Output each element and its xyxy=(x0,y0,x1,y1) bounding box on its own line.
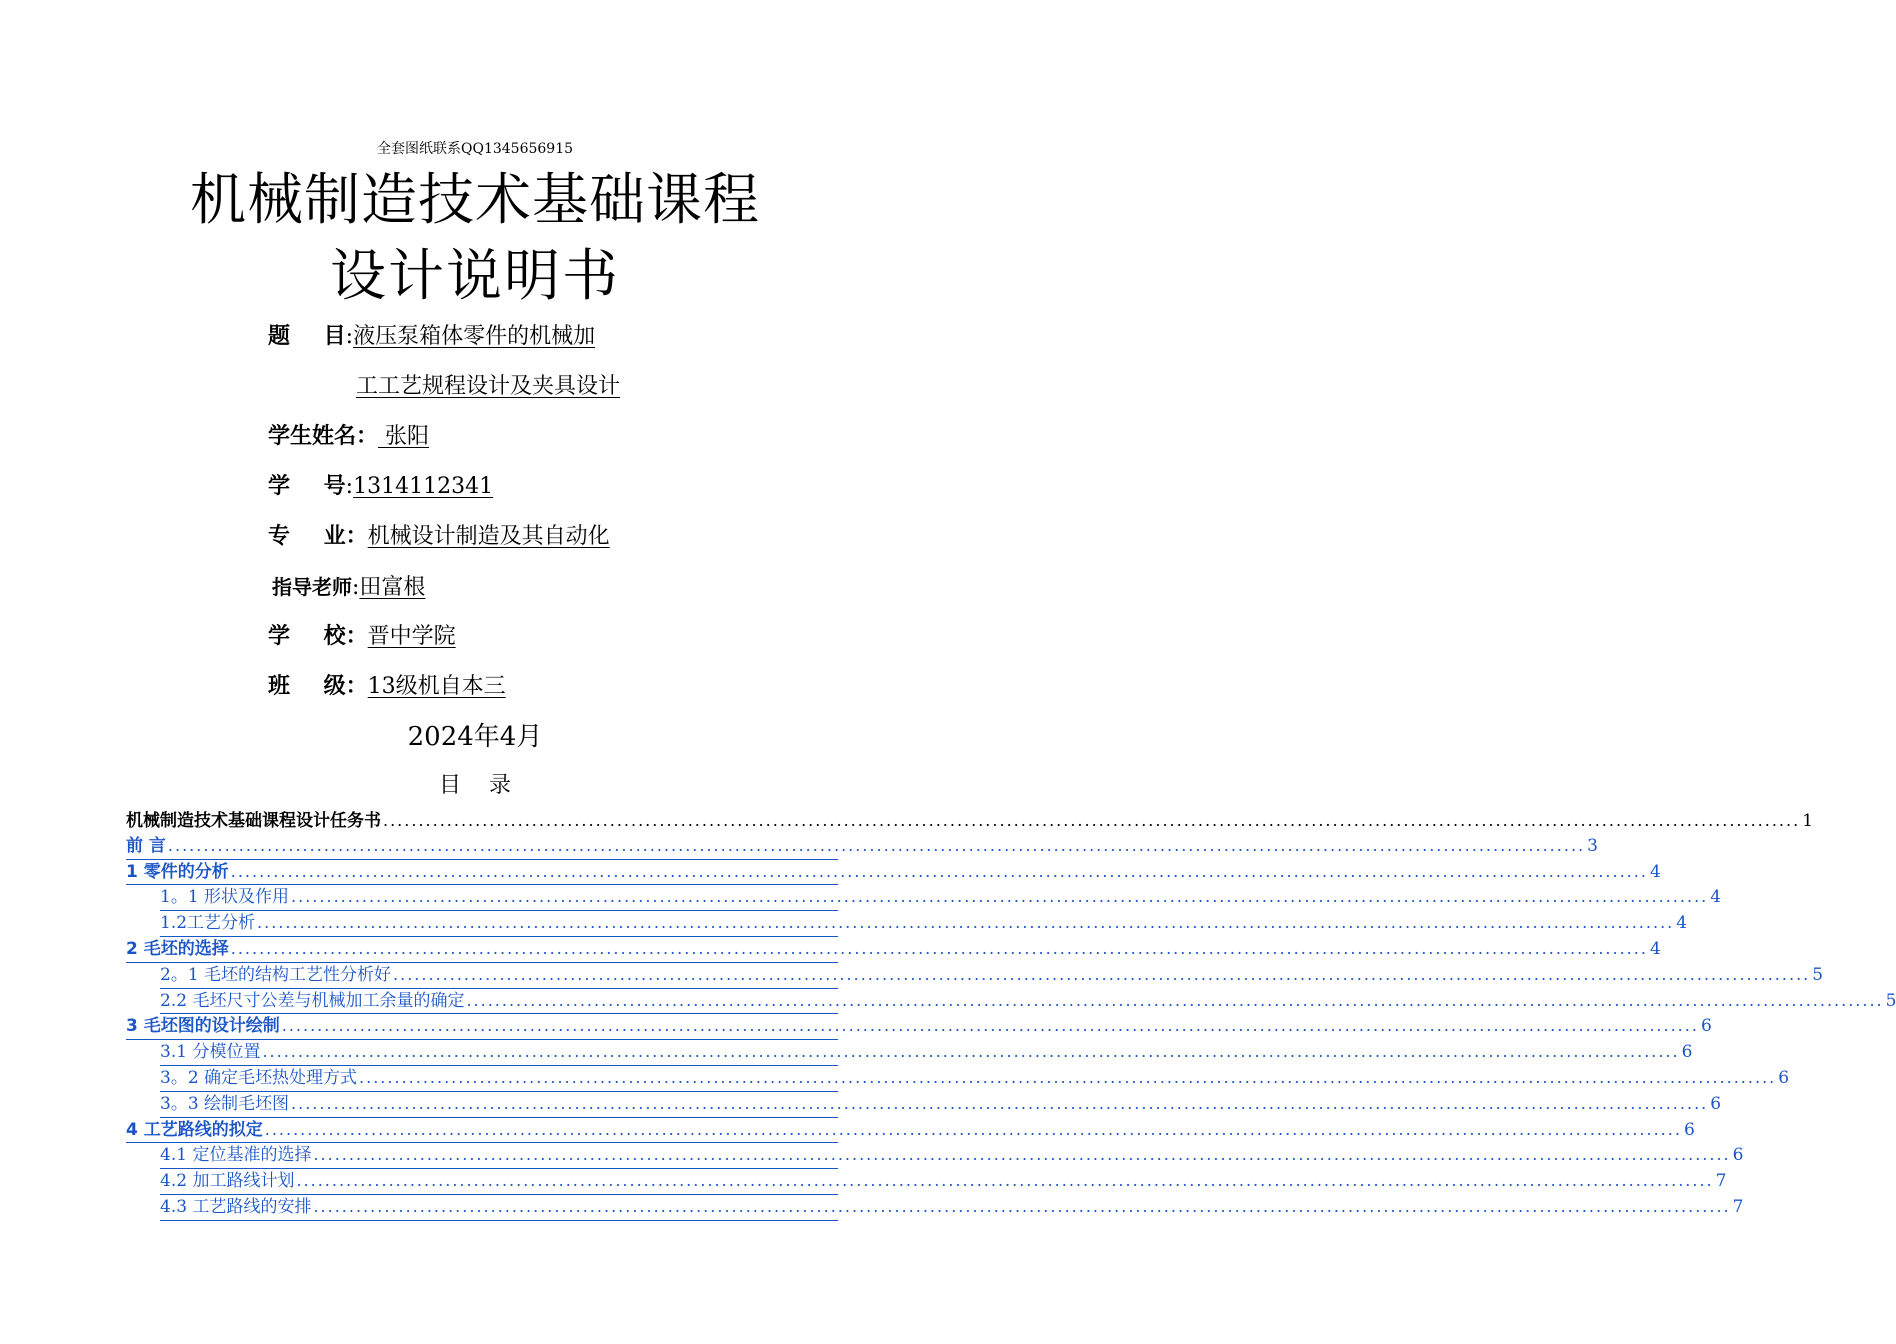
document-title-line-1: 机械制造技术基础课程 xyxy=(190,168,760,233)
toc-entry-title: 4 工艺路线的拟定 xyxy=(126,1119,263,1140)
toc-entry-page: 7 xyxy=(1715,1171,1727,1192)
advisor-colon: : xyxy=(352,575,360,600)
major-label: 专 业： xyxy=(268,524,368,549)
info-school xyxy=(268,622,456,652)
class-label: 班 级： xyxy=(268,674,368,699)
toc-entry[interactable] xyxy=(160,1066,1790,1092)
contact-line: 全套图纸联系QQ1345656915 xyxy=(376,141,574,157)
toc-leader-dots: ........................................................................................................................................................................................................ xyxy=(383,811,1801,830)
class-value: 13级机自本三 xyxy=(367,674,506,699)
info-topic xyxy=(268,322,595,352)
toc-entry-page: 6 xyxy=(1700,1016,1712,1037)
toc-entry-page: 4 xyxy=(1649,938,1661,959)
info-student-name xyxy=(268,422,429,452)
toc-entry-page: 6 xyxy=(1778,1067,1790,1088)
toc-entry-title: 4.3 工艺路线的安排 xyxy=(160,1196,312,1217)
toc-entry xyxy=(126,809,1814,834)
major-value: 机械设计制造及其自动化 xyxy=(367,524,610,549)
topic-value-line-2: 工工艺规程设计及夹具设计 xyxy=(356,374,621,399)
toc-entry-title: 2.2 毛坯尺寸公差与机械加工余量的确定 xyxy=(160,990,465,1011)
toc-entry-page: 5 xyxy=(1812,964,1824,985)
toc-leader-dots: ........................................................................................................................................................................................................ xyxy=(281,1016,1699,1036)
toc-entry[interactable] xyxy=(160,1143,1744,1169)
toc-entry-page: 4 xyxy=(1676,913,1688,934)
toc-leader-dots: ........................................................................................................................................................................................................ xyxy=(466,990,1884,1010)
toc-leader-dots: ........................................................................................................................................................................................................ xyxy=(296,1171,1714,1191)
document-date: 2024年4月 xyxy=(407,722,543,752)
toc-entry-page: 5 xyxy=(1885,990,1896,1011)
id-colon: : xyxy=(345,474,354,499)
toc-heading-char-2: 录 xyxy=(489,773,512,798)
topic-label: 题 目 xyxy=(268,324,346,349)
toc-entry-title: 4.1 定位基准的选择 xyxy=(160,1145,312,1166)
document-title-line-2: 设计说明书 xyxy=(330,244,620,309)
toc-entry-title: 3。2 确定毛坯热处理方式 xyxy=(160,1067,358,1088)
toc-entry-title: 机械制造技术基础课程设计任务书 xyxy=(126,811,381,831)
toc-entry[interactable] xyxy=(160,1040,1693,1066)
toc-heading xyxy=(0,768,950,799)
topic-value-line-1: 液压泵箱体零件的机械加 xyxy=(353,324,596,349)
toc-heading-char-1: 目 xyxy=(438,773,461,798)
toc-entry-title: 1.2工艺分析 xyxy=(160,913,256,934)
toc-entry-title: 3 毛坯图的设计绘制 xyxy=(126,1016,280,1037)
toc-leader-dots: ........................................................................................................................................................................................................ xyxy=(313,1196,1731,1216)
toc-entry-page: 6 xyxy=(1710,1093,1722,1114)
toc-entry[interactable] xyxy=(160,885,1722,911)
toc-leader-dots: ........................................................................................................................................................................................................ xyxy=(230,861,1648,881)
toc-entry-page: 6 xyxy=(1681,1042,1693,1063)
toc-leader-dots: ........................................................................................................................................................................................................ xyxy=(291,887,1709,907)
toc-entry[interactable] xyxy=(126,1014,1712,1040)
topic-colon: : xyxy=(345,324,354,349)
toc-entry-title: 3。3 绘制毛坯图 xyxy=(160,1093,290,1114)
toc-entry[interactable] xyxy=(160,911,1688,937)
toc-entry-title: 2 毛坯的选择 xyxy=(126,938,229,959)
toc-entry-title: 1 零件的分析 xyxy=(126,861,229,882)
toc-entry-page: 6 xyxy=(1683,1119,1695,1140)
toc-leader-dots: ........................................................................................................................................................................................................ xyxy=(264,1119,1682,1139)
name-value: 张阳 xyxy=(378,424,430,449)
advisor-value: 田富根 xyxy=(359,575,426,600)
school-label: 学 校： xyxy=(268,624,368,649)
toc-entry-page: 7 xyxy=(1732,1196,1744,1217)
toc-entry[interactable] xyxy=(160,1195,1744,1221)
id-label: 学 号 xyxy=(268,474,346,499)
advisor-label: 指导老师 xyxy=(272,575,352,599)
toc-leader-dots: ........................................................................................................................................................................................................ xyxy=(230,938,1648,958)
toc-entry[interactable] xyxy=(160,963,1824,989)
toc-entry[interactable] xyxy=(160,1169,1727,1195)
toc-leader-dots: ........................................................................................................................................................................................................ xyxy=(257,913,1675,933)
toc-entry[interactable] xyxy=(126,860,1661,886)
toc-entry-page: 1 xyxy=(1802,811,1814,831)
table-of-contents xyxy=(126,809,1896,1221)
toc-entry-title: 2。1 毛坯的结构工艺性分析好 xyxy=(160,964,392,985)
toc-entry[interactable] xyxy=(160,1092,1722,1118)
info-student-id xyxy=(268,472,493,502)
name-label: 学生姓名： xyxy=(268,424,379,449)
toc-entry-title: 3.1 分模位置 xyxy=(160,1042,261,1063)
toc-leader-dots: ........................................................................................................................................................................................................ xyxy=(291,1093,1709,1113)
school-value: 晋中学院 xyxy=(367,624,456,649)
toc-entry[interactable] xyxy=(126,937,1661,963)
toc-leader-dots: ........................................................................................................................................................................................................ xyxy=(313,1145,1731,1165)
toc-entry-page: 4 xyxy=(1649,861,1661,882)
toc-entry[interactable] xyxy=(160,989,1896,1015)
info-advisor xyxy=(272,572,425,603)
toc-entry-page: 3 xyxy=(1587,835,1598,856)
id-value: 1314112341 xyxy=(353,474,494,499)
info-class xyxy=(268,672,506,702)
toc-entry-title: 1。1 形状及作用 xyxy=(160,887,290,908)
toc-leader-dots: ........................................................................................................................................................................................................ xyxy=(393,964,1811,984)
toc-leader-dots: ........................................................................................................................................................................................................ xyxy=(262,1042,1680,1062)
toc-entry-title: 前 言 xyxy=(126,835,166,856)
toc-entry[interactable] xyxy=(126,1118,1695,1144)
info-major xyxy=(268,522,610,552)
toc-leader-dots: ........................................................................................................................................................................................................ xyxy=(167,835,1586,855)
toc-entry-title: 4.2 加工路线计划 xyxy=(160,1171,295,1192)
toc-entry-page: 4 xyxy=(1710,887,1722,908)
toc-entry[interactable] xyxy=(126,834,1598,860)
info-topic-continued xyxy=(356,372,620,402)
toc-entry-page: 6 xyxy=(1732,1145,1744,1166)
toc-leader-dots: ........................................................................................................................................................................................................ xyxy=(359,1067,1777,1087)
